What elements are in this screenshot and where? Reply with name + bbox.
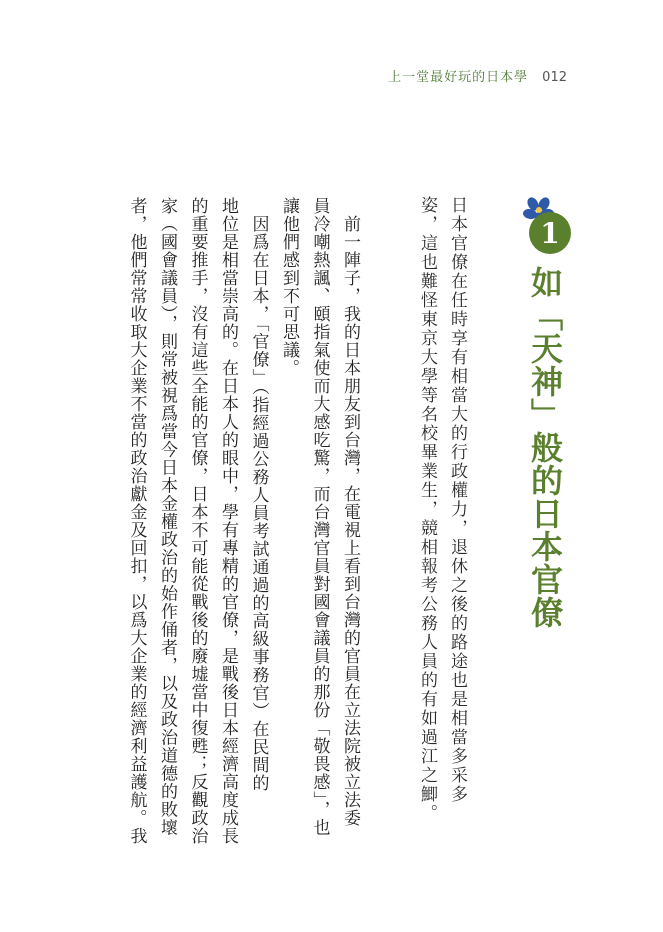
book-title: 上一堂最好玩的日本學 xyxy=(388,70,529,85)
chapter-title: 如「天神」般的日本官僚 xyxy=(526,266,564,629)
lead-paragraph xyxy=(412,196,472,823)
body-line: 前一陣子，我的日本朋友到台灣，在電視上看到台灣的官員在立法院被立法委 xyxy=(340,215,360,827)
body-line: 地位是相當崇高的。在日本人的眼中，學有專精的官僚，是戰後日本經濟高度成長 xyxy=(218,197,238,845)
lead-line: 日本官僚在任時享有相當大的行政權力，退休之後的路途也是相當多采多 xyxy=(447,196,467,804)
body-line: 員冷嘲熱諷、頤指氣使而大感吃驚，而台灣官員對國會議員的那份「敬畏感」，也 xyxy=(309,197,330,837)
chapter-number: 1 xyxy=(529,212,571,254)
body-line: 者，他們常常收取大企業不當的政治獻金及回扣，以爲大企業的經濟利益護航。我 xyxy=(126,197,147,845)
body-text xyxy=(121,197,365,845)
body-line: 讓他們感到不可思議。 xyxy=(279,197,299,377)
page-number: 012 xyxy=(542,70,567,85)
chapter-badge xyxy=(522,196,580,258)
body-line: 因爲在日本，「官僚」（指經過公務人員考試通過的高級事務官）在民間的 xyxy=(248,215,269,792)
body-line: 家（國會議員），則常被視爲當今日本金權政治的始作俑者，以及政治道德的敗壞 xyxy=(157,197,177,837)
body-line: 的重要推手，沒有這些全能的官僚，日本不可能從戰後的廢墟當中復甦；反觀政治 xyxy=(187,197,208,845)
lead-line: 姿，這也難怪東京大學等名校畢業生，競相報考公務人員的有如過江之鯽。 xyxy=(417,196,437,823)
running-header xyxy=(388,66,567,85)
